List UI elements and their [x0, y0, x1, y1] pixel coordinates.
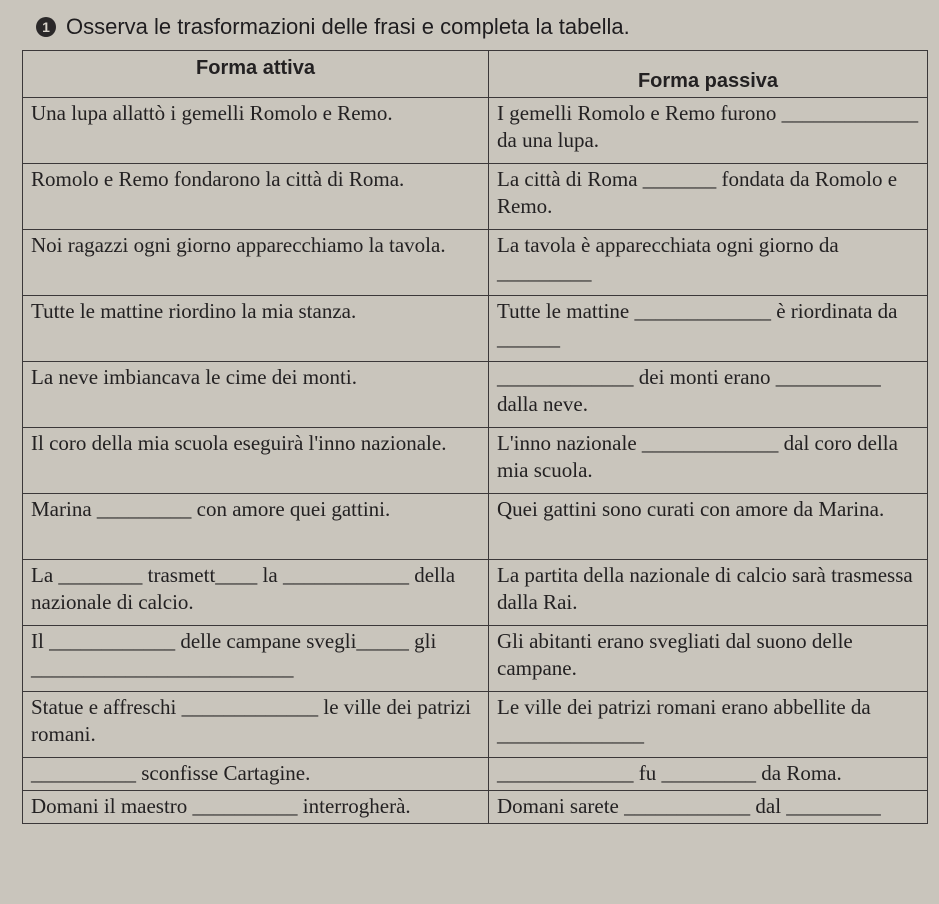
table-row — [23, 296, 928, 362]
active-cell: Statue e affreschi _____________ le ville dei patrizi romani. — [23, 692, 489, 758]
passive-cell: Quei gattini sono curati con amore da Marina. — [489, 494, 928, 560]
exercise-instruction — [36, 8, 630, 46]
table-row — [23, 230, 928, 296]
passive-cell: _____________ dei monti erano __________ dalla neve. — [489, 362, 928, 428]
table-row — [23, 626, 928, 692]
passive-cell: Domani sarete ____________ dal _________ — [489, 791, 928, 824]
passive-cell: La partita della nazionale di calcio sarà trasmessa dalla Rai. — [489, 560, 928, 626]
active-cell: __________ sconfisse Cartagine. — [23, 758, 489, 791]
passive-cell: I gemelli Romolo e Remo furono _____________ da una lupa. — [489, 98, 928, 164]
active-cell: Il coro della mia scuola eseguirà l'inno nazionale. — [23, 428, 489, 494]
transformation-table — [22, 50, 928, 824]
passive-cell: Gli abitanti erano svegliati dal suono delle campane. — [489, 626, 928, 692]
active-cell: Tutte le mattine riordino la mia stanza. — [23, 296, 489, 362]
active-cell: Marina _________ con amore quei gattini. — [23, 494, 489, 560]
active-cell: La ________ trasmett____ la ____________ della nazionale di calcio. — [23, 560, 489, 626]
table-row — [23, 560, 928, 626]
table-row — [23, 98, 928, 164]
passive-cell: L'inno nazionale _____________ dal coro della mia scuola. — [489, 428, 928, 494]
table-row — [23, 758, 928, 791]
table-row — [23, 494, 928, 560]
active-cell: Domani il maestro __________ interrogherà. — [23, 791, 489, 824]
active-cell: Il ____________ delle campane svegli_____ gli _________________________ — [23, 626, 489, 692]
header-active-form: Forma attiva — [23, 51, 489, 98]
passive-cell: Le ville dei patrizi romani erano abbellite da ______________ — [489, 692, 928, 758]
exercise-number-badge: 1 — [36, 17, 56, 37]
active-cell: Romolo e Remo fondarono la città di Roma. — [23, 164, 489, 230]
active-cell: Una lupa allattò i gemelli Romolo e Remo. — [23, 98, 489, 164]
passive-cell: Tutte le mattine _____________ è riordinata da ______ — [489, 296, 928, 362]
table-row — [23, 164, 928, 230]
passive-cell: La città di Roma _______ fondata da Romolo e Remo. — [489, 164, 928, 230]
table-row — [23, 692, 928, 758]
passive-cell: _____________ fu _________ da Roma. — [489, 758, 928, 791]
active-cell: La neve imbiancava le cime dei monti. — [23, 362, 489, 428]
table-row — [23, 791, 928, 824]
table-row — [23, 362, 928, 428]
passive-cell: La tavola è apparecchiata ogni giorno da _________ — [489, 230, 928, 296]
active-cell: Noi ragazzi ogni giorno apparecchiamo la tavola. — [23, 230, 489, 296]
table-header-row — [23, 51, 928, 98]
instruction-text: Osserva le trasformazioni delle frasi e completa la tabella. — [66, 14, 630, 39]
table-row — [23, 428, 928, 494]
header-passive-form: Forma passiva — [489, 51, 928, 98]
